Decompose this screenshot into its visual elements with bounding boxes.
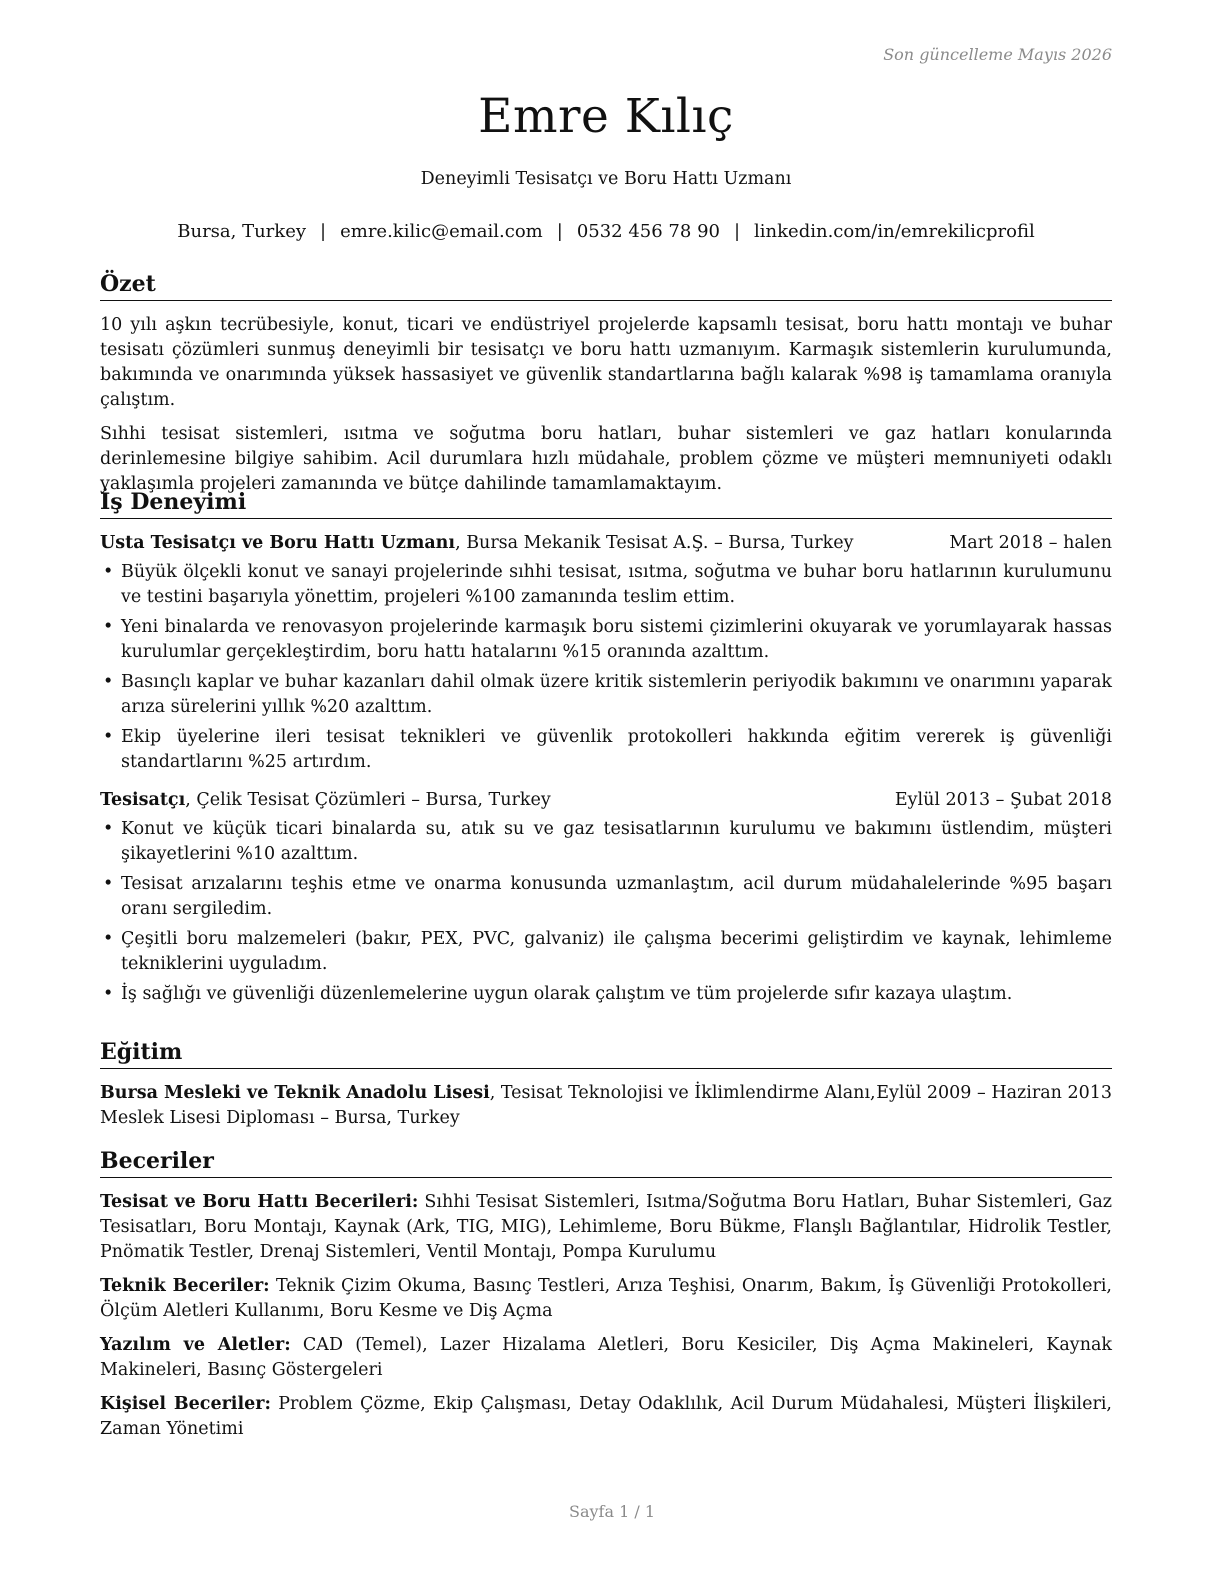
job-dates: Eylül 2013 – Şubat 2018 — [894, 790, 1112, 810]
skill-group-items: Problem Çözme, Ekip Çalışması, Detay Odaklılık, Acil Durum Müdahalesi, Müşteri İlişkileri, Zaman Yönetimi — [100, 1394, 1112, 1439]
bullet-text: Basınçlı kaplar ve buhar kazanları dahil olmak üzere kritik sistemlerin periyodik bakımını ve onarımını yaparak arıza sürelerini yıllık %20 azalttım. — [121, 672, 1112, 717]
list-item — [100, 927, 1112, 977]
bullet-icon: • — [103, 874, 114, 894]
skill-group-items: Sıhhi Tesisat Sistemleri, Isıtma/Soğutma Boru Hatları, Buhar Sistemleri, Gaz Tesisatları, Boru Montajı, Kaynak (Ark, TIG, MIG), Lehimleme, Boru Bükme, Flanşlı Bağlantılar, Hidrolik Testler, Pnömatik Testler, Drenaj Sistemleri, Ventil Montajı, Pompa Kurulumu — [100, 1192, 1112, 1262]
education-detail: Meslek Lisesi Diploması – Bursa, Turkey — [100, 1108, 460, 1128]
section-title-summary: Özet — [100, 270, 1112, 301]
skill-group-label: Yazılım ve Aletler: — [100, 1335, 291, 1355]
skill-group — [100, 1392, 1112, 1442]
skill-group — [100, 1190, 1112, 1265]
contact-separator: | — [556, 221, 563, 242]
bullet-icon: • — [103, 562, 114, 582]
skill-group-label: Teknik Beceriler: — [100, 1276, 270, 1296]
skills-list — [100, 1190, 1112, 1442]
candidate-name: Emre Kılıç — [478, 89, 734, 144]
bullet-text: Tesisat arızalarını teşhis etme ve onarma konusunda uzmanlaştım, acil durum müdahalelerinde %95 başarı oranı sergiledim. — [121, 874, 1112, 919]
contact-line — [100, 220, 1112, 244]
bullet-text: İş sağlığı ve güvenliği düzenlemelerine uygun olarak çalıştım ve tüm projelerde sıfır kazaya ulaştım. — [121, 984, 1013, 1004]
bullet-text: Ekip üyelerine ileri tesisat teknikleri ve güvenlik protokolleri hakkında eğitim vererek iş güvenliği standartlarını %25 artırdım. — [121, 727, 1112, 772]
job-header — [100, 531, 1112, 556]
education-header — [100, 1081, 1112, 1106]
list-item — [100, 560, 1112, 610]
contact-linkedin[interactable]: linkedin.com/in/emrekilicprofil — [754, 221, 1035, 242]
skill-group-items: Teknik Çizim Okuma, Basınç Testleri, Arıza Teşhisi, Onarım, Bakım, İş Güvenliği Protokolleri, Ölçüm Aletleri Kullanımı, Boru Kesme ve Diş Açma — [100, 1276, 1112, 1321]
list-item — [100, 817, 1112, 867]
skill-group — [100, 1333, 1112, 1383]
bullet-text: Çeşitli boru malzemeleri (bakır, PEX, PVC, galvaniz) ile çalışma becerimi geliştirdim ve kaynak, lehimleme tekniklerini uyguladım. — [121, 929, 1112, 974]
job-bullets — [100, 560, 1112, 775]
bullet-icon: • — [103, 672, 114, 692]
contact-email[interactable]: emre.kilic@email.com — [340, 221, 543, 242]
contact-phone: 0532 456 78 90 — [576, 221, 720, 242]
job-company: , Bursa Mekanik Tesisat A.Ş. – Bursa, Turkey — [455, 533, 854, 553]
summary-section — [100, 270, 1112, 497]
page-number: Sayfa 1 / 1 — [568, 1502, 655, 1521]
job-title: Usta Tesisatçı ve Boru Hattı Uzmanı — [100, 533, 456, 553]
job-header — [100, 788, 1112, 813]
skills-section — [100, 1147, 1112, 1451]
bullet-icon: • — [103, 929, 114, 949]
bullet-text: Yeni binalarda ve renovasyon projelerinde karmaşık boru sistemi çizimlerini okuyarak ve yorumlayarak hassas kurulumlar gerçekleştirdim, boru hattı hatalarını %15 oranında azalttım. — [121, 617, 1112, 662]
bullet-text: Büyük ölçekli konut ve sanayi projelerinde sıhhi tesisat, ısıtma, soğutma ve buhar boru hatlarının kurulumunu ve testini başarıyla yönettim, projeleri %100 zamanında teslim ettim. — [121, 562, 1112, 607]
skill-group-label: Kişisel Beceriler: — [100, 1394, 271, 1414]
last-updated: Son güncelleme Mayıs 2026 — [883, 45, 1112, 64]
education-program: , Tesisat Teknolojisi ve İklimlendirme Alanı, — [489, 1083, 876, 1103]
list-item — [100, 670, 1112, 720]
list-item — [100, 872, 1112, 922]
skill-group — [100, 1274, 1112, 1324]
job-title: Tesisatçı — [100, 790, 186, 810]
contact-location: Bursa, Turkey — [177, 221, 307, 242]
skill-group-items: CAD (Temel), Lazer Hizalama Aletleri, Boru Kesiciler, Diş Açma Makineleri, Kaynak Makineleri, Basınç Göstergeleri — [100, 1335, 1112, 1380]
section-title-experience: İş Deneyimi — [100, 488, 1112, 519]
school-name: Bursa Mesleki ve Teknik Anadolu Lisesi — [100, 1083, 490, 1103]
contact-separator: | — [733, 221, 741, 242]
experience-section — [100, 488, 1112, 1012]
job-entry — [100, 531, 1112, 775]
section-title-education: Eğitim — [100, 1038, 1112, 1069]
education-dates: Eylül 2009 – Haziran 2013 — [876, 1083, 1112, 1103]
summary-paragraph: 10 yılı aşkın tecrübesiyle, konut, ticari ve endüstriyel projelerde kapsamlı tesisat, boru hattı montajı ve buhar tesisatı çözümleri sunmuş deneyimli bir tesisatçı ve boru hattı uzmanıyım. Karmaşık sistemlerin kurulumunda, bakımında ve onarımında yüksek hassasiyet ve güvenlik standartlarına bağlı kalarak %98 iş tamamlama oranıyla çalıştım. — [100, 315, 1112, 410]
education-section — [100, 1038, 1112, 1131]
bullet-icon: • — [103, 984, 114, 1004]
skill-group-label: Tesisat ve Boru Hattı Becerileri: — [100, 1192, 419, 1212]
section-title-skills: Beceriler — [100, 1147, 1112, 1178]
headline: Deneyimli Tesisatçı ve Boru Hattı Uzmanı — [420, 169, 792, 189]
list-item — [100, 615, 1112, 665]
job-company: , Çelik Tesisat Çözümleri – Bursa, Turkey — [185, 790, 551, 810]
bullet-icon: • — [103, 819, 114, 839]
bullet-icon: • — [103, 617, 114, 637]
list-item — [100, 725, 1112, 775]
job-bullets — [100, 817, 1112, 1007]
job-entry — [100, 788, 1112, 1007]
list-item — [100, 982, 1112, 1007]
bullet-icon: • — [103, 727, 114, 747]
bullet-text: Konut ve küçük ticari binalarda su, atık su ve gaz tesisatlarının kurulumu ve bakımını üstlendim, müşteri şikayetlerini %10 azalttım. — [121, 819, 1112, 864]
summary-paragraph: Sıhhi tesisat sistemleri, ısıtma ve soğutma boru hatları, buhar sistemleri ve gaz hatları konularında derinlemesine bilgiye sahibim. Acil durumlara hızlı müdahale, problem çözme ve müşteri memnuniyeti odaklı yaklaşımla projeleri zamanında ve bütçe dahilinde tamamlamaktayım. — [100, 424, 1112, 494]
job-dates: Mart 2018 – halen — [949, 533, 1112, 553]
contact-separator: | — [320, 221, 327, 242]
